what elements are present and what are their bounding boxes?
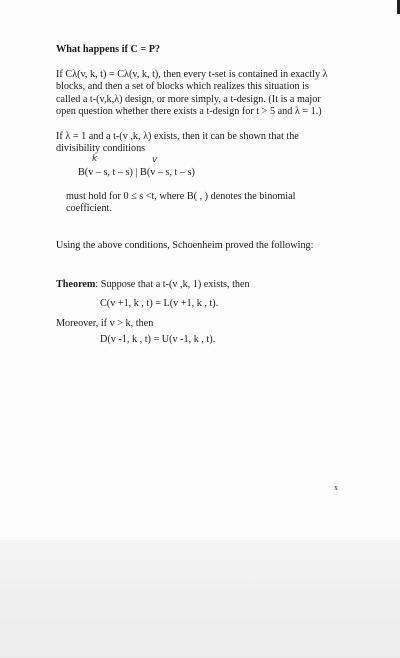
divisibility-formula: B(v – s, t – s) | B(v – s, t – s): [78, 167, 195, 178]
paragraph-schoenheim: Using the above conditions, Schoenheim proved the following:: [56, 240, 314, 251]
condition-line-1: must hold for 0 ≤ s <t, where B( , ) denotes the binomial: [66, 191, 296, 202]
equation-1: C(v +1, k , t) = L(v +1, k , t).: [100, 298, 219, 309]
paragraph-designs-line-1: If Cλ(v, k, t) = Cλ(v, k, t), then every t-set is contained in exactly λ: [56, 69, 328, 80]
paragraph-designs-line-4: open question whether there exists a t-design for t > 5 and λ = 1.): [56, 106, 322, 118]
condition-line-2: coefficient.: [66, 203, 112, 215]
section-heading: What happens if C = P?: [56, 44, 161, 55]
equation-2: D(v -1, k , t) = U(v -1, k , t).: [100, 334, 216, 345]
stray-mark: x: [334, 483, 338, 492]
theorem-statement: [56, 279, 250, 291]
handwritten-k: k: [92, 154, 98, 164]
paragraph-designs-line-2: blocks, and then a set of blocks which realizes this situation is: [56, 81, 309, 93]
scan-shadow-band: [0, 540, 400, 658]
theorem-text: : Suppose that a t-(v ,k, 1) exists, then: [95, 279, 250, 290]
moreover-line: Moreover, if v > k, then: [56, 318, 154, 329]
handwritten-v: v: [152, 155, 158, 165]
paragraph-designs-line-3: called a t-(v,k,λ) design, or more simply, a t-design. (It is a major: [56, 93, 321, 105]
paragraph-divisibility-line-1: If λ = 1 and a t-(v ,k, λ) exists, then it can be shown that the: [56, 131, 299, 142]
theorem-label: Theorem: [56, 279, 96, 290]
paragraph-divisibility-line-2: divisibility conditions: [56, 143, 146, 155]
